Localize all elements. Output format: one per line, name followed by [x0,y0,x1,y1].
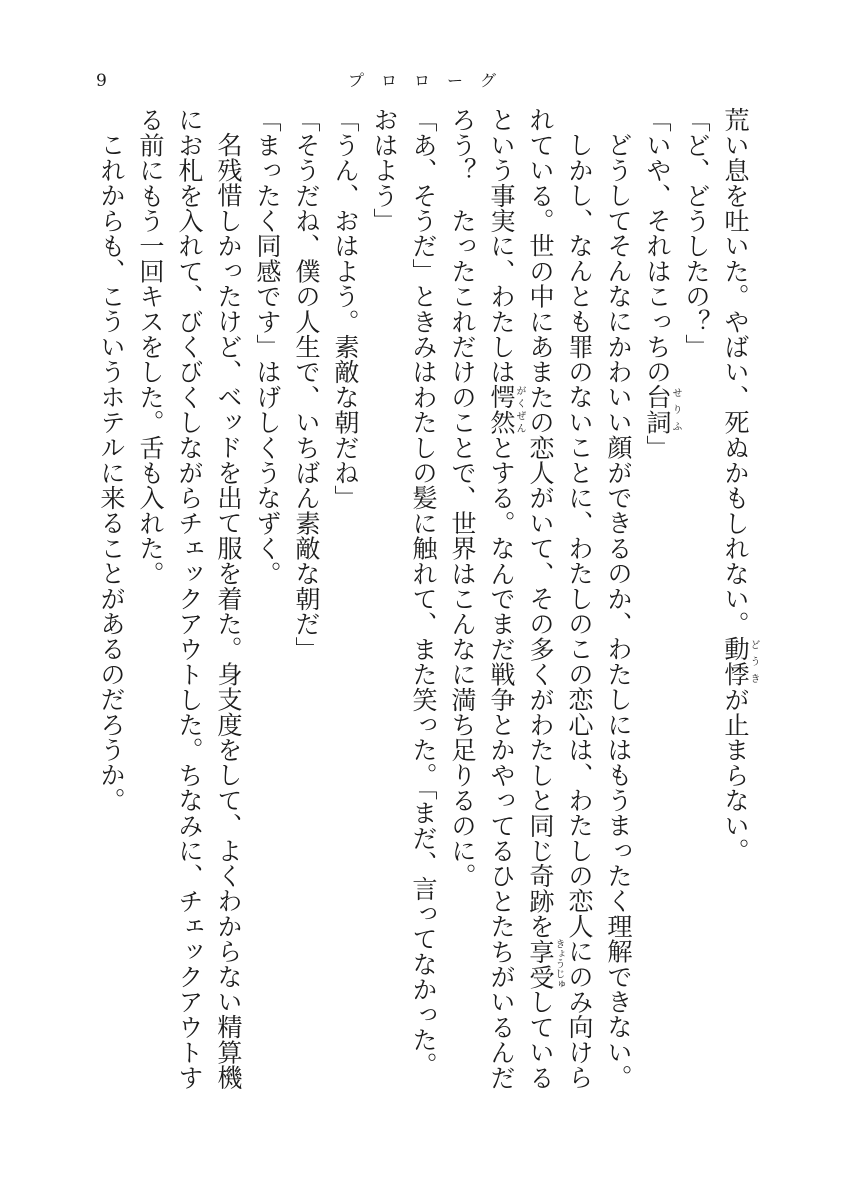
ruby-word [526,938,564,990]
text-segment: 」 [643,434,672,460]
text-segment: ろう？ たったこれだけのことで、世界はこんなに満ち足りるのに。 [448,107,477,889]
text-segment: 「まったく同感です」はげしくうなずく。 [253,107,282,586]
text-segment: る前にもう一回キスをした。舌も入れた。 [136,107,165,586]
ruby-reading: きょうじゅ [553,938,564,989]
ruby-reading: がくぜん [514,384,525,435]
ruby-base: 愕然 [487,384,516,435]
text-segment: 「そうだね、僕の人生で、いちばん素敵な朝だ」 [292,107,321,662]
ruby-word [487,384,525,435]
text-line-17 [86,107,136,1107]
text-segment: 名残惜しかったけど、ベッドを出て服を着た。身支度をして、よくわからない精算機 [214,132,243,1090]
ruby-base: 享受 [526,938,555,990]
ruby-reading: せりふ [670,384,681,435]
ruby-word [721,636,759,687]
text-segment: が止まらない。 [721,686,750,864]
text-segment: という事実に、わたしは [487,107,516,385]
text-segment: にお札を入れて、びくびくしながらチェックアウトした。ちなみに、チェックアウトす [175,107,204,1090]
text-segment: とする。なんでまだ戦争とかやってるひとたちがいるんだ [487,434,516,1090]
text-segment: 「あ、そうだ」ときみはわたしの髪に触れて、また笑った。「まだ、言ってなかった。 [409,107,438,1078]
text-segment: しかし、なんとも罪のないことに、わたしのこの恋心は、わたしの恋人にのみ向けら [565,132,594,1090]
text-segment: これからも、こういうホテルに来ることがあるのだろうか。 [97,132,126,813]
ruby-base: 動悸 [721,636,750,687]
text-segment: どうしてそんなにかわいい顔ができるのか、わたしにはもうまったく理解できない。 [604,132,633,1090]
text-segment: 荒い息を吐いた。やばい、死ぬかもしれない。 [721,107,750,637]
ruby-base: 台詞 [643,384,672,435]
text-segment: れている。世の中にあまたの恋人がいて、その多くがわたしと同じ奇跡を [526,107,555,939]
chapter-title-running-head: プロローグ [348,71,514,90]
text-segment: おはよう」 [370,107,399,233]
ruby-reading: どうき [748,636,759,687]
text-segment: 「ど、どうしたの？」 [682,107,711,359]
text-segment: 「うん、おはよう。素敵な朝だね」 [331,107,360,511]
text-segment: 「いや、それはこっちの [643,107,672,385]
ruby-word [643,384,681,435]
text-segment: している [526,989,555,1090]
page-number: 9 [96,71,107,91]
